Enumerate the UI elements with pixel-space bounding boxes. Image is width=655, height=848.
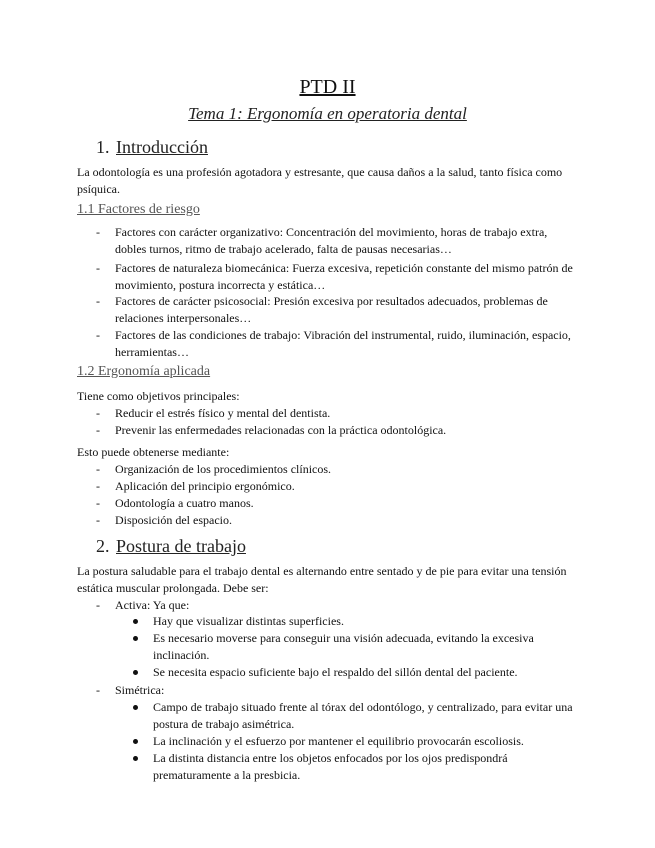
posture-item: La inclinación y el esfuerzo por mantener el equilibrio provocarán escoliosis.: [153, 734, 524, 748]
posture-item: Es necesario moverse para conseguir una visión adecuada, evitando la excesiva inclinación.: [153, 631, 534, 662]
means-item: Odontología a cuatro manos.: [115, 496, 254, 510]
dash-bullet: -: [96, 496, 100, 510]
section-2-number: 2.: [96, 536, 110, 556]
objectives-lead: Tiene como objetivos principales:: [77, 389, 240, 403]
objective-item: Prevenir las enfermedades relacionadas con la práctica odontológica.: [115, 423, 447, 437]
subsection-1-1-title: 1.1 Factores de riesgo: [77, 202, 200, 217]
bullet-dot: [133, 705, 138, 710]
posture-item: Se necesita espacio suficiente bajo el respaldo del sillón dental del paciente.: [153, 665, 518, 679]
section-2-intro: La postura saludable para el trabajo dental es alternando entre sentado y de pie para evitar una tensión estática muscular prolongada. Debe ser:: [77, 564, 567, 595]
objective-item: Reducir el estrés físico y mental del dentista.: [115, 406, 331, 420]
section-1-intro: La odontología es una profesión agotadora y estresante, que causa daños a la salud, tanto física como psíquica.: [77, 165, 563, 196]
dash-bullet: -: [96, 423, 100, 437]
section-1-number: 1.: [96, 137, 110, 157]
risk-factor-item: Factores con carácter organizativo: Concentración del movimiento, horas de trabajo extra, dobles turnos, ritmo de trabajo acelerado, falta de pausas necesarias…: [115, 225, 548, 256]
means-lead: Esto puede obtenerse mediante:: [77, 445, 230, 459]
risk-factor-item: Factores de las condiciones de trabajo: Vibración del instrumental, ruido, iluminación, espacio, herramientas…: [115, 328, 571, 359]
posture-item: Hay que visualizar distintas superficies.: [153, 614, 344, 628]
risk-factor-item: Factores de naturaleza biomecánica: Fuerza excesiva, repetición constante del mismo patrón de movimiento, postura incorrecta y estática…: [115, 261, 573, 292]
bullet-dot: [133, 670, 138, 675]
bullet-dot: [133, 739, 138, 744]
bullet-dot: [133, 619, 138, 624]
section-2-title: Postura de trabajo: [116, 536, 246, 556]
dash-bullet: -: [96, 328, 100, 342]
posture-group-label: Activa: Ya que:: [115, 598, 190, 612]
dash-bullet: -: [96, 598, 100, 612]
dash-bullet: -: [96, 479, 100, 493]
document-subtitle: Tema 1: Ergonomía en operatoria dental: [188, 104, 467, 123]
means-item: Disposición del espacio.: [115, 513, 232, 527]
dash-bullet: -: [96, 513, 100, 527]
subsection-1-2-title: 1.2 Ergonomía aplicada: [77, 364, 211, 379]
section-1-title: Introducción: [116, 137, 208, 157]
posture-item: Campo de trabajo situado frente al tórax del odontólogo, y centralizado, para evitar una postura de trabajo asimétrica.: [153, 700, 573, 731]
posture-group-label: Simétrica:: [115, 683, 165, 697]
risk-factor-item: Factores de carácter psicosocial: Presión excesiva por resultados adecuados, problemas de relaciones interpersonales…: [115, 294, 548, 325]
means-item: Aplicación del principio ergonómico.: [115, 479, 295, 493]
dash-bullet: -: [96, 683, 100, 697]
dash-bullet: -: [96, 225, 100, 239]
dash-bullet: -: [96, 294, 100, 308]
dash-bullet: -: [96, 261, 100, 275]
bullet-dot: [133, 636, 138, 641]
document-title: PTD II: [299, 76, 356, 98]
posture-item: La distinta distancia entre los objetos enfocados por los ojos predispondrá prematuramente a la presbicia.: [153, 751, 508, 782]
dash-bullet: -: [96, 462, 100, 476]
means-item: Organización de los procedimientos clínicos.: [115, 462, 332, 476]
bullet-dot: [133, 756, 138, 761]
dash-bullet: -: [96, 406, 100, 420]
